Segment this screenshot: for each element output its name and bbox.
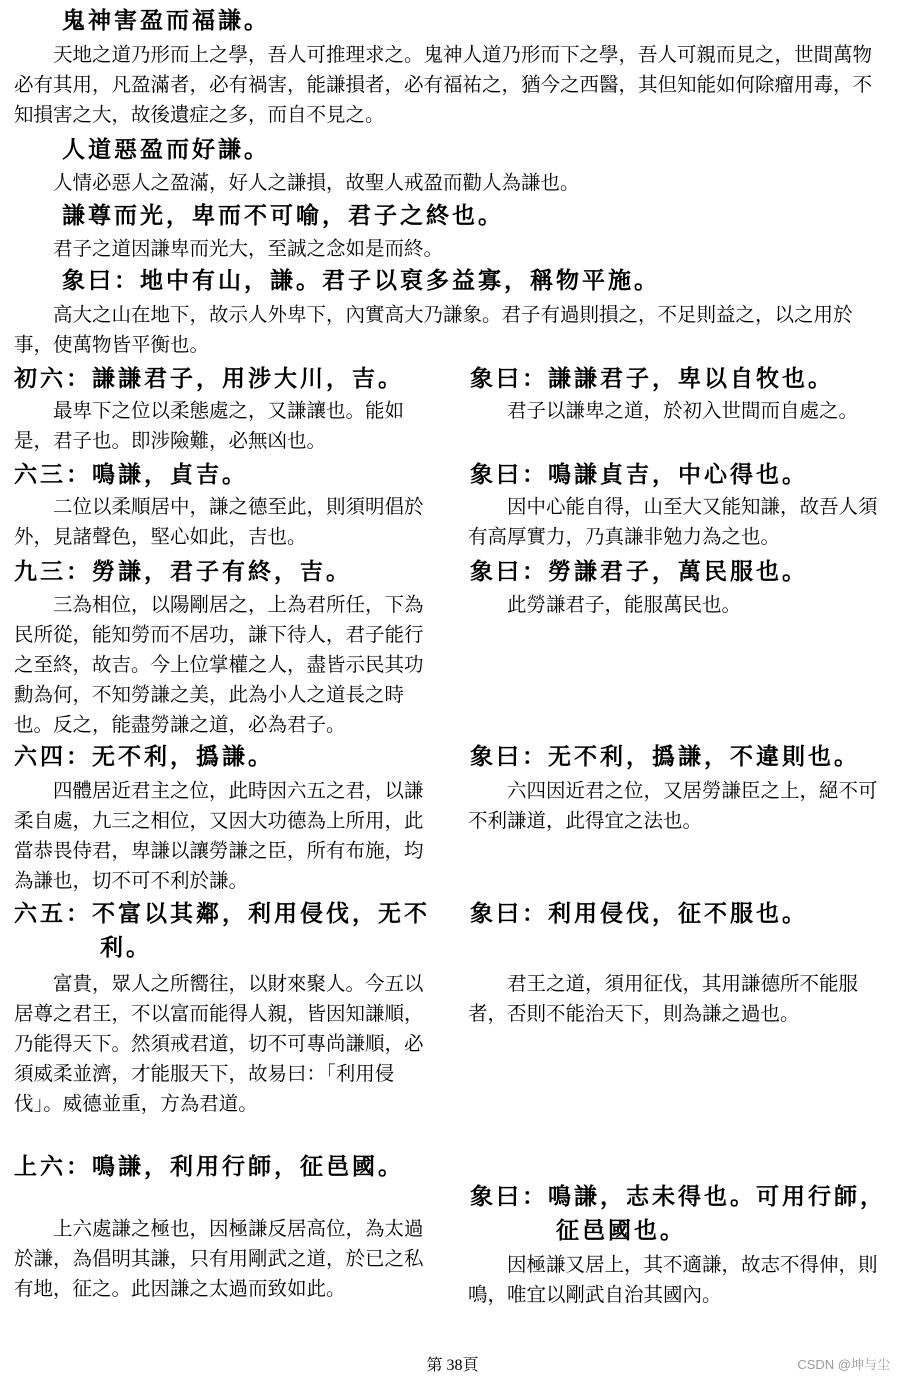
line-heading-left: 六三：鳴謙，貞吉。 [14, 461, 248, 488]
line-text-left: 最卑下之位以柔態處之，又謙讓也。能如是，君子也。即涉險難，必無凶也。 [14, 399, 405, 452]
line-heading-left: 九三：勞謙，君子有終，吉。 [14, 558, 352, 585]
section-heading: 人道惡盈而好謙。 [62, 136, 270, 163]
line-text-left: 二位以柔順居中，謙之德至此，則須明倡於外，見諸聲色，堅心如此，吉也。 [14, 495, 424, 548]
section-heading: 象曰：地中有山，謙。君子以裒多益寡，稱物平施。 [62, 267, 660, 294]
section-text: 高大之山在地下，故示人外卑下，內實高大乃謙象。君子有過則損之，不足則益之，以之用於事，使萬物皆平衡也。 [14, 303, 853, 356]
line-heading-left: 六五：不富以其鄰，利用侵伐，无不利。 [14, 900, 430, 961]
line-text-left: 富貴，眾人之所嚮往，以財來聚人。今五以居尊之君王，不以富而能得人親，皆因知謙順，乃能得天下。然須戒君道，切不可專尚謙順，必須威柔並濟，才能服天下，故易曰：「利用侵伐」。威德並重，方為君道。 [14, 972, 424, 1115]
line-heading-left: 六四：无不利，撝謙。 [14, 743, 274, 770]
line-text-right: 因極謙又居上，其不適謙，故志不得伸，則鳴，唯宜以剛武自治其國內。 [468, 1253, 878, 1306]
line-heading-right: 象曰：謙謙君子，卑以自牧也。 [470, 365, 834, 392]
line-text-right: 君子以謙卑之道，於初入世間而自處之。 [507, 399, 859, 422]
line-text-left: 三為相位，以陽剛居之，上為君所任，下為民所從，能知勞而不居功，謙下待人，君子能行之至終，故吉。今上位掌權之人，盡皆示民其功勳為何，不知勞謙之美，此為小人之道長之時也。反之，能盡勞謙之道，必為君子。 [14, 593, 424, 736]
section-heading: 謙尊而光，卑而不可喻，君子之終也。 [62, 202, 504, 229]
page-number: 第 38頁 [426, 1357, 479, 1374]
line-heading-right: 象曰：利用侵伐，征不服也。 [470, 900, 808, 927]
line-text-left: 四體居近君主之位，此時因六五之君，以謙柔自處，九三之相位，又因大功德為上所用，此當恭畏侍君，卑謙以讓勞謙之臣，所有布施，均為謙也，切不可不利於謙。 [14, 779, 424, 892]
watermark: CSDN @坤与尘 [797, 1357, 890, 1372]
line-heading-right: 象曰：鳴謙，志未得也。可用行師，征邑國也。 [470, 1183, 886, 1244]
section-heading: 鬼神害盈而福謙。 [62, 7, 270, 34]
line-text-right: 此勞謙君子，能服萬民也。 [507, 593, 742, 616]
section-text: 君子之道因謙卑而光大，至誠之念如是而終。 [53, 237, 444, 260]
line-text-right: 君王之道，須用征伐，其用謙德所不能服者，否則不能治天下，則為謙之過也。 [468, 972, 859, 1025]
line-heading-left: 上六：鳴謙，利用行師，征邑國。 [14, 1153, 404, 1180]
line-heading-right: 象曰：勞謙君子，萬民服也。 [470, 558, 808, 585]
line-heading-left: 初六：謙謙君子，用涉大川，吉。 [14, 365, 404, 392]
line-text-right: 因中心能自得，山至大又能知謙，故吾人須有高厚實力，乃真謙非勉力為之也。 [468, 495, 878, 548]
line-text-left: 上六處謙之極也，因極謙反居高位，為太過於謙，為倡明其謙，只有用剛武之道，於已之私有地，征之。此因謙之太過而致如此。 [14, 1217, 424, 1300]
line-heading-right: 象曰：鳴謙貞吉，中心得也。 [470, 461, 808, 488]
line-text-right: 六四因近君之位，又居勞謙臣之上，絕不可不利謙道，此得宜之法也。 [468, 779, 878, 832]
line-heading-right: 象曰：无不利，撝謙，不違則也。 [470, 743, 860, 770]
section-text: 天地之道乃形而上之學，吾人可推理求之。鬼神人道乃形而下之學，吾人可親而見之，世間萬物必有其用，凡盈滿者，必有禍害，能謙損者，必有福祐之，猶今之西醫，其但知能如何除瘤用毒，不知損害之大，故後遺症之多，而自不見之。 [14, 43, 873, 126]
section-text: 人情必惡人之盈滿，好人之謙損，故聖人戒盈而勸人為謙也。 [53, 171, 580, 194]
